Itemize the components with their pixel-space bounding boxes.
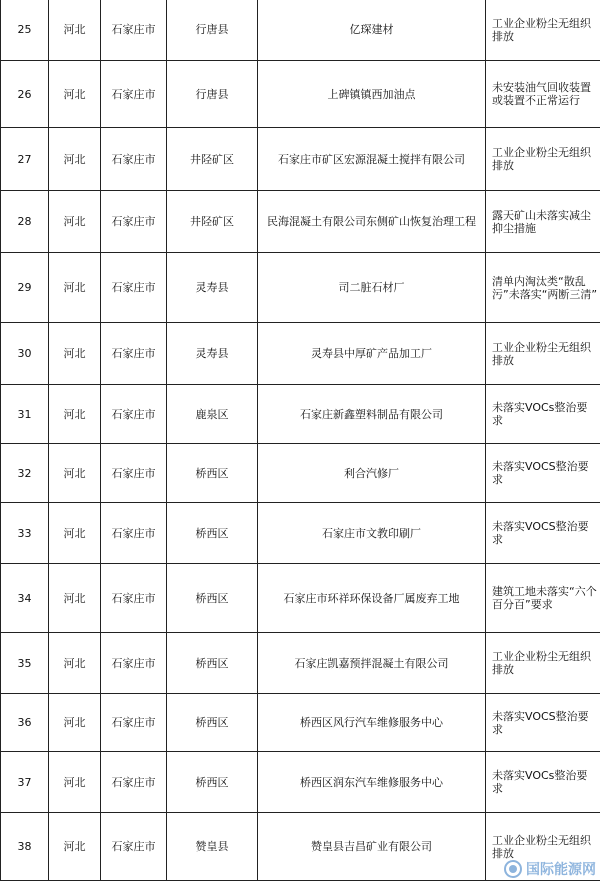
row-id-cell: 35 xyxy=(1,633,49,694)
enterprise-cell: 司二脏石材厂 xyxy=(258,253,486,323)
enterprise-cell: 石家庄市矿区宏源混凝土搅拌有限公司 xyxy=(258,128,486,191)
row-id-cell: 30 xyxy=(1,323,49,385)
table-body xyxy=(1,0,600,881)
county-cell: 井陉矿区 xyxy=(167,128,258,191)
city-cell: 石家庄市 xyxy=(101,444,167,503)
issue-cell: 未安装油气回收装置或装置不正常运行 xyxy=(486,61,600,128)
province-cell: 河北 xyxy=(49,61,101,128)
county-cell: 赞皇县 xyxy=(167,813,258,881)
issue-cell: 工业企业粉尘无组织排放 xyxy=(486,323,600,385)
table-row xyxy=(1,323,600,385)
county-cell: 行唐县 xyxy=(167,0,258,61)
issue-cell: 清单内淘汰类“散乱污”未落实“两断三清” xyxy=(486,253,600,323)
city-cell: 石家庄市 xyxy=(101,564,167,633)
table-row xyxy=(1,633,600,694)
issue-cell: 未落实VOCs整治要求 xyxy=(486,752,600,813)
row-id-cell: 33 xyxy=(1,503,49,564)
issue-cell: 工业企业粉尘无组织排放 xyxy=(486,128,600,191)
issue-cell: 未落实VOCS整治要求 xyxy=(486,694,600,752)
enterprise-cell: 石家庄市环祥环保设备厂属废弃工地 xyxy=(258,564,486,633)
province-cell: 河北 xyxy=(49,253,101,323)
table-row xyxy=(1,61,600,128)
province-cell: 河北 xyxy=(49,503,101,564)
table-row xyxy=(1,752,600,813)
county-cell: 灵寿县 xyxy=(167,253,258,323)
city-cell: 石家庄市 xyxy=(101,0,167,61)
county-cell: 灵寿县 xyxy=(167,323,258,385)
enterprise-cell: 利合汽修厂 xyxy=(258,444,486,503)
globe-icon xyxy=(504,860,522,878)
table-row xyxy=(1,694,600,752)
province-cell: 河北 xyxy=(49,564,101,633)
city-cell: 石家庄市 xyxy=(101,813,167,881)
city-cell: 石家庄市 xyxy=(101,752,167,813)
enterprise-cell: 石家庄凯嘉预拌混凝土有限公司 xyxy=(258,633,486,694)
province-cell: 河北 xyxy=(49,752,101,813)
row-id-cell: 36 xyxy=(1,694,49,752)
issue-cell: 工业企业粉尘无组织排放 xyxy=(486,0,600,61)
county-cell: 行唐县 xyxy=(167,61,258,128)
table-row xyxy=(1,503,600,564)
row-id-cell: 25 xyxy=(1,0,49,61)
row-id-cell: 31 xyxy=(1,385,49,444)
province-cell: 河北 xyxy=(49,694,101,752)
enterprise-cell: 赞皇县吉昌矿业有限公司 xyxy=(258,813,486,881)
table-row xyxy=(1,444,600,503)
province-cell: 河北 xyxy=(49,633,101,694)
province-cell: 河北 xyxy=(49,128,101,191)
issue-cell: 露天矿山未落实减尘抑尘措施 xyxy=(486,191,600,253)
table-row xyxy=(1,253,600,323)
enterprise-cell: 民海混凝土有限公司东侧矿山恢复治理工程 xyxy=(258,191,486,253)
county-cell: 桥西区 xyxy=(167,444,258,503)
province-cell: 河北 xyxy=(49,385,101,444)
city-cell: 石家庄市 xyxy=(101,128,167,191)
issue-cell: 未落实VOCS整治要求 xyxy=(486,444,600,503)
row-id-cell: 37 xyxy=(1,752,49,813)
province-cell: 河北 xyxy=(49,191,101,253)
city-cell: 石家庄市 xyxy=(101,61,167,128)
row-id-cell: 28 xyxy=(1,191,49,253)
row-id-cell: 38 xyxy=(1,813,49,881)
enterprise-cell: 桥西区风行汽车维修服务中心 xyxy=(258,694,486,752)
table-row xyxy=(1,385,600,444)
enterprise-cell: 石家庄市文教印刷厂 xyxy=(258,503,486,564)
county-cell: 鹿泉区 xyxy=(167,385,258,444)
enterprise-cell: 桥西区润东汽车维修服务中心 xyxy=(258,752,486,813)
enterprise-cell: 灵寿县中厚矿产品加工厂 xyxy=(258,323,486,385)
city-cell: 石家庄市 xyxy=(101,385,167,444)
province-cell: 河北 xyxy=(49,813,101,881)
row-id-cell: 26 xyxy=(1,61,49,128)
enterprise-cell: 亿琛建材 xyxy=(258,0,486,61)
issue-cell: 工业企业粉尘无组织排放 xyxy=(486,813,600,881)
table-row xyxy=(1,191,600,253)
table-row xyxy=(1,128,600,191)
province-cell: 河北 xyxy=(49,0,101,61)
city-cell: 石家庄市 xyxy=(101,633,167,694)
row-id-cell: 32 xyxy=(1,444,49,503)
table-row xyxy=(1,0,600,61)
city-cell: 石家庄市 xyxy=(101,253,167,323)
issue-cell: 工业企业粉尘无组织排放 xyxy=(486,633,600,694)
county-cell: 桥西区 xyxy=(167,564,258,633)
county-cell: 桥西区 xyxy=(167,752,258,813)
row-id-cell: 34 xyxy=(1,564,49,633)
row-id-cell: 29 xyxy=(1,253,49,323)
issue-cell: 建筑工地未落实“六个百分百”要求 xyxy=(486,564,600,633)
county-cell: 桥西区 xyxy=(167,503,258,564)
watermark-text: 国际能源网 xyxy=(526,862,596,878)
province-cell: 河北 xyxy=(49,323,101,385)
city-cell: 石家庄市 xyxy=(101,694,167,752)
table-row xyxy=(1,564,600,633)
issue-cell: 未落实VOCs整治要求 xyxy=(486,385,600,444)
county-cell: 桥西区 xyxy=(167,694,258,752)
city-cell: 石家庄市 xyxy=(101,323,167,385)
watermark xyxy=(504,859,596,879)
row-id-cell: 27 xyxy=(1,128,49,191)
city-cell: 石家庄市 xyxy=(101,503,167,564)
province-cell: 河北 xyxy=(49,444,101,503)
enterprise-cell: 上碑镇镇西加油点 xyxy=(258,61,486,128)
county-cell: 桥西区 xyxy=(167,633,258,694)
enterprise-cell: 石家庄新鑫塑料制品有限公司 xyxy=(258,385,486,444)
issue-cell: 未落实VOCS整治要求 xyxy=(486,503,600,564)
city-cell: 石家庄市 xyxy=(101,191,167,253)
county-cell: 井陉矿区 xyxy=(167,191,258,253)
